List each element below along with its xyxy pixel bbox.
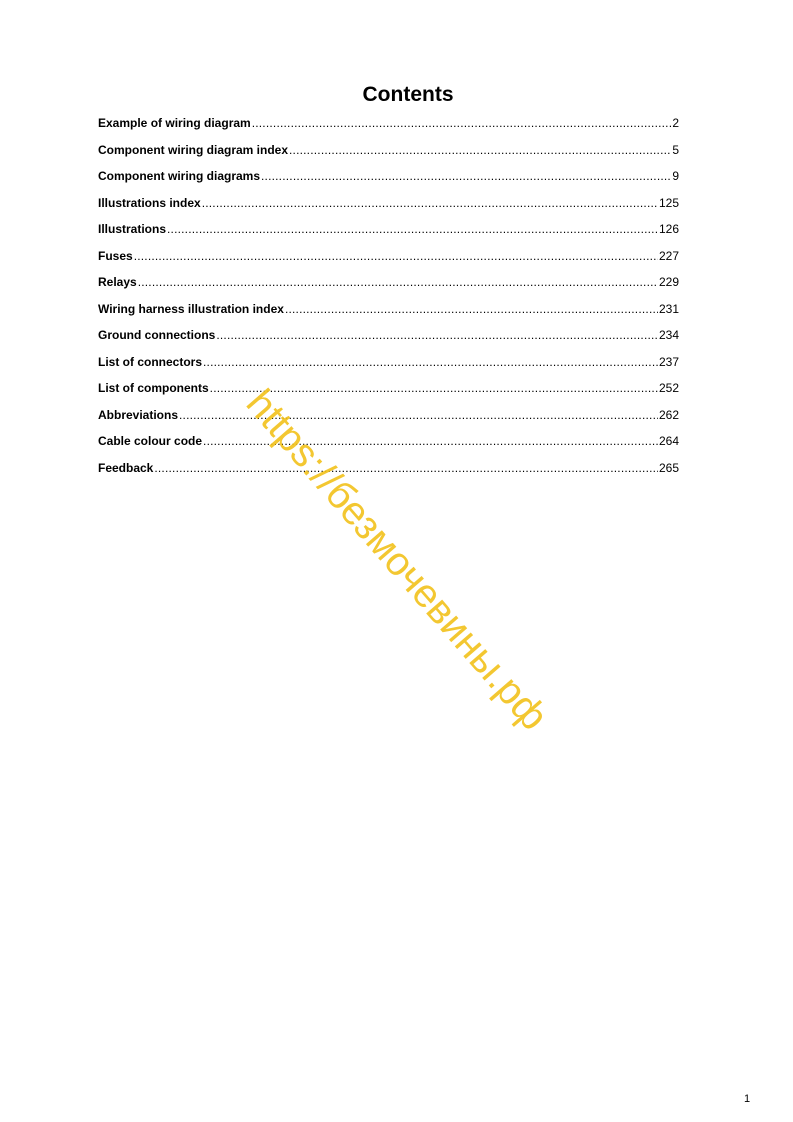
toc-entry-label: Example of wiring diagram [98, 116, 251, 130]
toc-entry-list-of-connectors[interactable] [98, 353, 679, 380]
toc-entry-label: Abbreviations [98, 407, 179, 422]
toc-entry-label: Relays [98, 275, 137, 289]
toc-leader-dots [285, 300, 658, 318]
toc-entry-page: 2 [672, 116, 679, 130]
watermark-text: https://безмочевины.рф [237, 381, 557, 739]
toc-entry-page: 264 [658, 434, 679, 448]
toc-entry-list-of-components[interactable] [98, 379, 679, 406]
page-number: 1 [744, 1093, 751, 1105]
toc-entry-wiring-harness-illustration-index[interactable] [98, 300, 679, 327]
toc-entry-label: Illustrations index [98, 195, 201, 210]
toc-entry-label: Cable colour code [98, 434, 203, 448]
toc-entry-label: Feedback [98, 460, 154, 475]
toc-entry-ground-connections[interactable] [98, 326, 679, 353]
toc-leader-dots [203, 432, 658, 450]
toc-entry-page: 227 [658, 248, 679, 263]
toc-entry-component-wiring-diagram-index[interactable] [98, 141, 679, 168]
toc-entry-component-wiring-diagrams[interactable] [98, 167, 679, 194]
table-of-contents [98, 114, 679, 485]
toc-entry-page: 265 [658, 460, 679, 475]
toc-leader-dots [138, 273, 658, 291]
toc-leader-dots [252, 114, 672, 132]
toc-leader-dots [179, 406, 658, 424]
toc-entry-label: Wiring harness illustration index [98, 301, 284, 316]
toc-entry-page: 237 [658, 354, 679, 369]
toc-leader-dots [216, 326, 658, 344]
toc-leader-dots [167, 220, 658, 238]
toc-entry-page: 252 [658, 381, 679, 395]
toc-leader-dots [202, 194, 658, 212]
toc-entry-page: 125 [658, 195, 679, 210]
toc-entry-illustrations-index[interactable] [98, 194, 679, 221]
toc-entry-page: 231 [658, 301, 679, 316]
toc-entry-label: Illustrations [98, 222, 167, 236]
toc-entry-label: List of connectors [98, 354, 203, 369]
toc-leader-dots [154, 459, 658, 477]
toc-entry-relays[interactable] [98, 273, 679, 300]
toc-entry-label: Fuses [98, 248, 133, 263]
toc-entry-abbreviations[interactable] [98, 406, 679, 433]
toc-entry-illustrations[interactable] [98, 220, 679, 247]
toc-entry-fuses[interactable] [98, 247, 679, 274]
toc-entry-page: 262 [658, 407, 679, 422]
toc-entry-label: Component wiring diagrams [98, 169, 261, 183]
toc-entry-label: List of components [98, 381, 209, 395]
toc-entry-example-of-wiring-diagram[interactable] [98, 114, 679, 141]
toc-leader-dots [203, 353, 658, 371]
toc-entry-page: 126 [658, 222, 679, 236]
toc-leader-dots [289, 141, 671, 159]
toc-entry-label: Ground connections [98, 328, 216, 342]
page-title: Contents [362, 83, 454, 106]
toc-entry-page: 229 [658, 275, 679, 289]
toc-entry-feedback[interactable] [98, 459, 679, 486]
toc-leader-dots [210, 379, 658, 397]
toc-entry-page: 9 [672, 169, 679, 183]
toc-leader-dots [261, 167, 671, 185]
toc-leader-dots [134, 247, 658, 265]
toc-entry-page: 5 [672, 142, 679, 157]
toc-entry-cable-colour-code[interactable] [98, 432, 679, 459]
toc-entry-page: 234 [658, 328, 679, 342]
toc-entry-label: Component wiring diagram index [98, 142, 289, 157]
